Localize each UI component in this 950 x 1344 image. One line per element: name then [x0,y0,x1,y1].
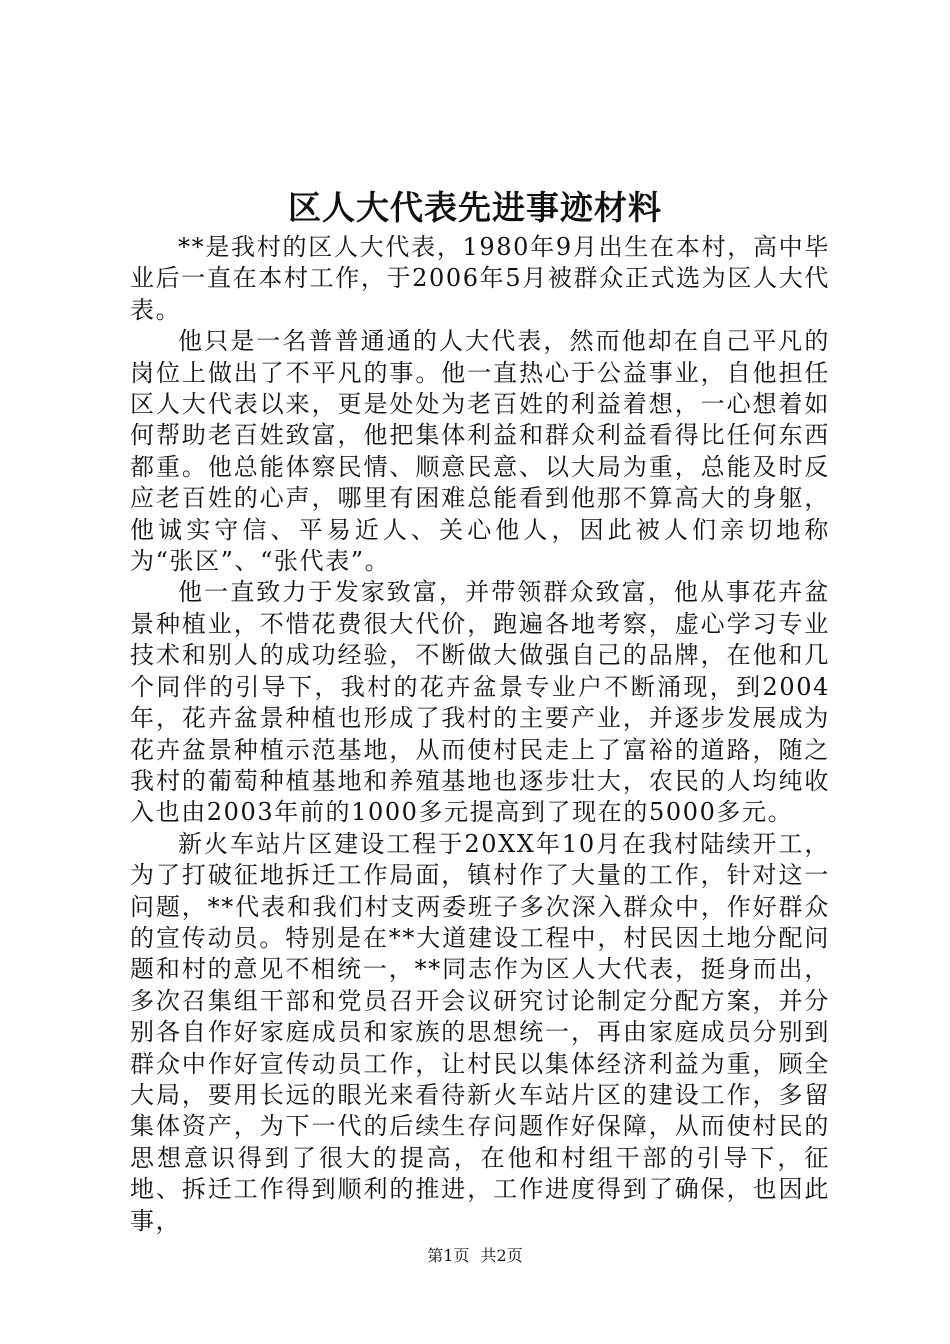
paragraph-3: 他一直致力于发家致富，并带领群众致富，他从事花卉盆景种植业，不惜花费很大代价，跑遍各地考察，虚心学习专业技术和别人的成功经验，不断做大做强自己的品牌，在他和几个同伴的引导下，我村的花卉盆景专业户不断涌现，到2004年，花卉盆景种植也形成了我村的主要产业，并逐步发展成为花卉盆景种植示范基地，从而使村民走上了富裕的道路，随之我村的葡萄种植基地和养殖基地也逐步壮大，农民的人均纯收入也由2003年前的1000多元提高到了现在的5000多元。 [130,578,830,827]
paragraph-4: 新火车站片区建设工程于20XX年10月在我村陆续开工，为了打破征地拆迁工作局面，镇村作了大量的工作，针对这一问题，**代表和我们村支两委班子多次深入群众中，作好群众的宣传动员。特别是在**大道建设工程中，村民因土地分配问题和村的意见不相统一，**同志作为区人大代表，挺身而出，多次召集组干部和党员召开会议研究讨论制定分配方案，并分别各自作好家庭成员和家族的思想统一，再由家庭成员分别到群众中作好宣传动员工作，让村民以集体经济利益为重，顾全大局，要用长远的眼光来看待新火车站片区的建设工作，多留集体资产，为下一代的后续生存问题作好保障，从而使村民的思想意识得到了很大的提高，在他和村组干部的引导下，征地、拆迁工作得到顺利的推进，工作进度得到了确保，也因此事， [130,829,830,1235]
document-body [130,232,830,1237]
document-title: 区人大代表先进事迹材料 [288,188,662,227]
paragraph-2: 他只是一名普普通通的人大代表，然而他却在自己平凡的岗位上做出了不平凡的事。他一直热心于公益事业，自他担任区人大代表以来，更是处处为老百姓的利益着想，一心想着如何帮助老百姓致富，他把集体利益和群众利益看得比任何东西都重。他总能体察民情、顺意民意、以大局为重，总能及时反应老百姓的心声，哪里有困难总能看到他那不算高大的身躯，他诚实守信、平易近人、关心他人，因此被人们亲切地称为“张区”、“张代表”。 [130,327,830,576]
page-number-current: 第1页 [427,1246,470,1265]
page-number-total: 共2页 [480,1246,523,1265]
paragraph-1: **是我村的区人大代表，1980年9月出生在本村，高中毕业后一直在本村工作，于2006年5月被群众正式选为区人大代表。 [130,233,830,324]
page-footer [0,1245,950,1267]
